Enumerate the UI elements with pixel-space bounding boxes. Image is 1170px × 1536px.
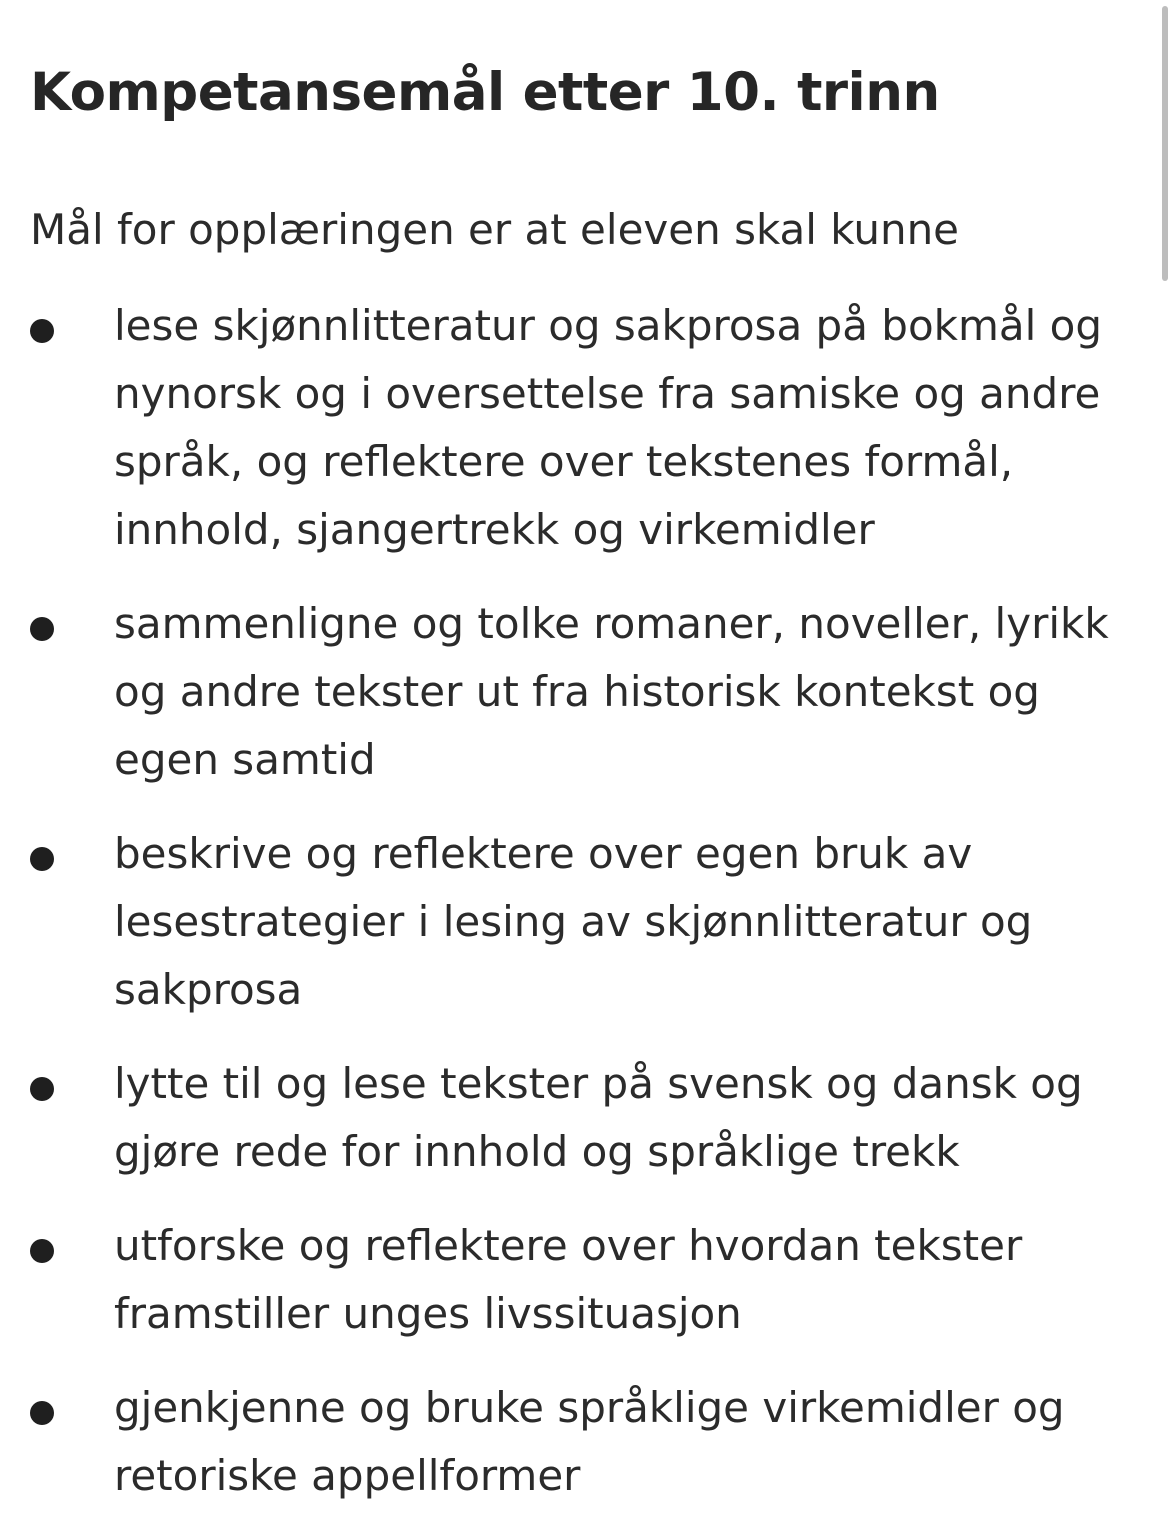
goal-text: utforske og reflektere over hvordan tekster framstiller unges livssituasjon	[114, 1221, 1023, 1338]
goal-text: sammenligne og tolke romaner, noveller, lyrikk og andre tekster ut fra historisk kontekst og egen samtid	[114, 599, 1109, 784]
goal-text: gjenkjenne og bruke språklige virkemidler og retoriske appellformer	[114, 1383, 1065, 1500]
bullet-icon	[30, 1077, 54, 1101]
list-item	[30, 1050, 1120, 1186]
goal-text: beskrive og reflektere over egen bruk av lesestrategier i lesing av skjønnlitteratur og sakprosa	[114, 829, 1033, 1014]
scrollbar[interactable]	[1158, 0, 1170, 285]
intro-text: Mål for opplæringen er at eleven skal kunne	[30, 205, 960, 254]
goal-text: lese skjønnlitteratur og sakprosa på bokmål og nynorsk og i oversettelse fra samiske og andre språk, og reflektere over tekstenes formål, innhold, sjangertrekk og virkemidler	[114, 301, 1102, 554]
bullet-icon	[30, 319, 54, 343]
scrollbar-thumb[interactable]	[1162, 6, 1168, 281]
bullet-icon	[30, 1239, 54, 1263]
bullet-icon	[30, 847, 54, 871]
competence-goals-list	[30, 292, 1120, 1536]
list-item	[30, 820, 1120, 1024]
page-title: Kompetansemål etter 10. trinn	[30, 62, 940, 123]
list-item	[30, 590, 1120, 794]
goal-text: lytte til og lese tekster på svensk og dansk og gjøre rede for innhold og språklige trekk	[114, 1059, 1083, 1176]
list-item	[30, 1212, 1120, 1348]
list-item	[30, 1374, 1120, 1510]
bullet-icon	[30, 617, 54, 641]
bullet-icon	[30, 1401, 54, 1425]
list-item	[30, 292, 1120, 564]
